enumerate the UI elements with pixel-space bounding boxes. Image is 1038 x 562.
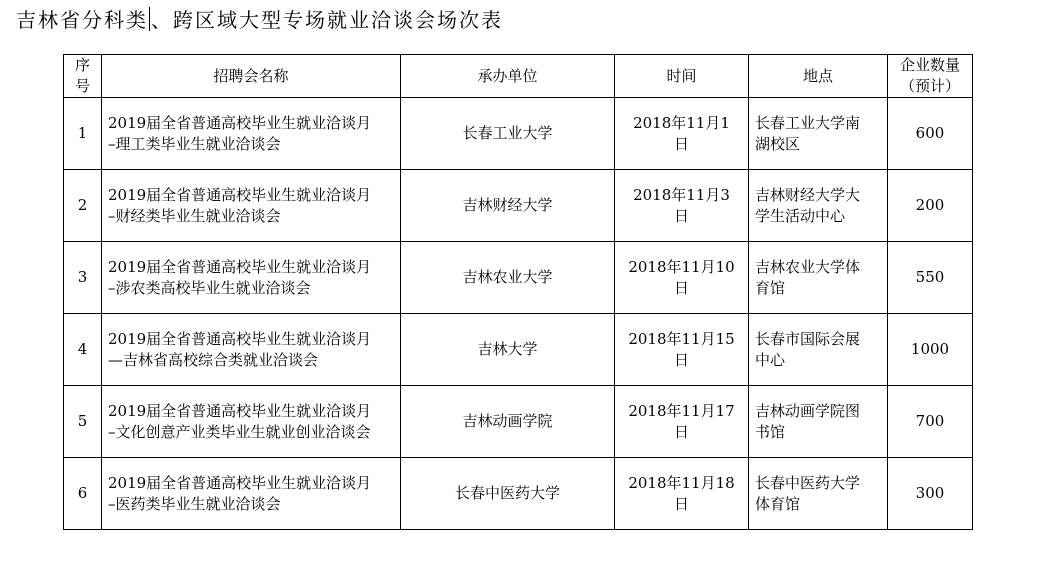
cell-time-line1: 2018年11月3 — [633, 185, 730, 204]
header-count-line2: （预计） — [899, 77, 960, 95]
cell-time-line2: 日 — [673, 494, 689, 513]
cell-place-line2: 育馆 — [755, 278, 786, 297]
header-time: 时间 — [615, 55, 749, 98]
header-seq-line2: 号 — [74, 77, 90, 95]
cell-time — [615, 98, 749, 170]
header-count — [888, 55, 973, 98]
cell-seq: 1 — [64, 98, 102, 170]
cell-count: 1000 — [888, 314, 973, 386]
cell-time — [615, 458, 749, 530]
header-count-line1: 企业数量 — [899, 56, 960, 74]
cell-seq: 5 — [64, 386, 102, 458]
cell-place — [749, 314, 888, 386]
cell-organizer: 长春中医药大学 — [401, 458, 615, 530]
cell-name-line1: 2019届全省普通高校毕业生就业洽谈月 — [108, 185, 372, 204]
cell-name — [102, 98, 401, 170]
table-row — [64, 98, 973, 170]
document-title — [16, 7, 503, 33]
cell-time — [615, 170, 749, 242]
cell-seq: 6 — [64, 458, 102, 530]
cell-place — [749, 170, 888, 242]
header-place: 地点 — [749, 55, 888, 98]
cell-place-line2: 学生活动中心 — [755, 206, 846, 225]
cell-time-line2: 日 — [673, 206, 689, 225]
cell-name — [102, 242, 401, 314]
cell-count: 550 — [888, 242, 973, 314]
header-seq — [64, 55, 102, 98]
cell-place — [749, 386, 888, 458]
cell-organizer: 吉林动画学院 — [401, 386, 615, 458]
cell-name — [102, 170, 401, 242]
cell-place-line1: 吉林动画学院图 — [755, 401, 861, 420]
cell-name-line2: –文化创意产业类毕业生就业创业洽谈会 — [108, 422, 371, 441]
table-header-row — [64, 55, 973, 98]
table-row — [64, 170, 973, 242]
cell-place-line1: 长春中医药大学 — [755, 473, 861, 492]
cell-name — [102, 386, 401, 458]
cell-organizer: 长春工业大学 — [401, 98, 615, 170]
cell-seq: 4 — [64, 314, 102, 386]
cell-place — [749, 98, 888, 170]
cell-name — [102, 314, 401, 386]
cell-seq: 2 — [64, 170, 102, 242]
document-title-part-2: 、跨区域大型专场就业洽谈会场次表 — [151, 8, 503, 32]
cell-time — [615, 242, 749, 314]
cell-place-line2: 书馆 — [755, 422, 786, 441]
cell-name-line1: 2019届全省普通高校毕业生就业洽谈月 — [108, 473, 372, 492]
cell-place-line2: 中心 — [755, 350, 786, 369]
cell-place-line1: 吉林农业大学体 — [755, 257, 861, 276]
job-fair-schedule-table — [63, 54, 973, 530]
cell-count: 700 — [888, 386, 973, 458]
cell-name-line2: –涉农类高校毕业生就业洽谈会 — [108, 278, 311, 297]
cell-organizer: 吉林农业大学 — [401, 242, 615, 314]
cell-name-line2: –理工类毕业生就业洽谈会 — [108, 134, 281, 153]
cell-time-line1: 2018年11月15 — [628, 329, 735, 348]
cell-time-line1: 2018年11月17 — [628, 401, 735, 420]
cell-time-line2: 日 — [673, 422, 689, 441]
cell-name-line1: 2019届全省普通高校毕业生就业洽谈月 — [108, 113, 372, 132]
cell-time — [615, 314, 749, 386]
text-cursor — [149, 7, 150, 31]
cell-seq: 3 — [64, 242, 102, 314]
cell-place — [749, 458, 888, 530]
cell-count: 300 — [888, 458, 973, 530]
cell-time-line1: 2018年11月1 — [633, 113, 730, 132]
cell-count: 200 — [888, 170, 973, 242]
cell-name-line1: 2019届全省普通高校毕业生就业洽谈月 — [108, 257, 372, 276]
cell-place-line2: 湖校区 — [755, 134, 801, 153]
cell-time-line2: 日 — [673, 278, 689, 297]
cell-name — [102, 458, 401, 530]
cell-name-line2: –医药类毕业生就业洽谈会 — [108, 494, 281, 513]
document-title-part-1: 吉林省分科类 — [16, 8, 148, 32]
cell-organizer: 吉林财经大学 — [401, 170, 615, 242]
header-name: 招聘会名称 — [102, 55, 401, 98]
cell-name-line1: 2019届全省普通高校毕业生就业洽谈月 — [108, 401, 372, 420]
cell-organizer: 吉林大学 — [401, 314, 615, 386]
cell-time-line1: 2018年11月18 — [628, 473, 735, 492]
cell-name-line2: —吉林省高校综合类就业洽谈会 — [108, 350, 319, 369]
cell-name-line1: 2019届全省普通高校毕业生就业洽谈月 — [108, 329, 372, 348]
cell-place-line1: 吉林财经大学大 — [755, 185, 861, 204]
table-row — [64, 242, 973, 314]
cell-count: 600 — [888, 98, 973, 170]
cell-place-line1: 长春工业大学南 — [755, 113, 861, 132]
header-organizer: 承办单位 — [401, 55, 615, 98]
cell-time — [615, 386, 749, 458]
cell-place-line1: 长春市国际会展 — [755, 329, 861, 348]
table-row — [64, 314, 973, 386]
cell-time-line1: 2018年11月10 — [628, 257, 735, 276]
cell-time-line2: 日 — [673, 350, 689, 369]
cell-time-line2: 日 — [673, 134, 689, 153]
table-row — [64, 386, 973, 458]
cell-name-line2: –财经类毕业生就业洽谈会 — [108, 206, 281, 225]
cell-place-line2: 体育馆 — [755, 494, 801, 513]
table-row — [64, 458, 973, 530]
cell-place — [749, 242, 888, 314]
header-seq-line1: 序 — [74, 56, 90, 74]
